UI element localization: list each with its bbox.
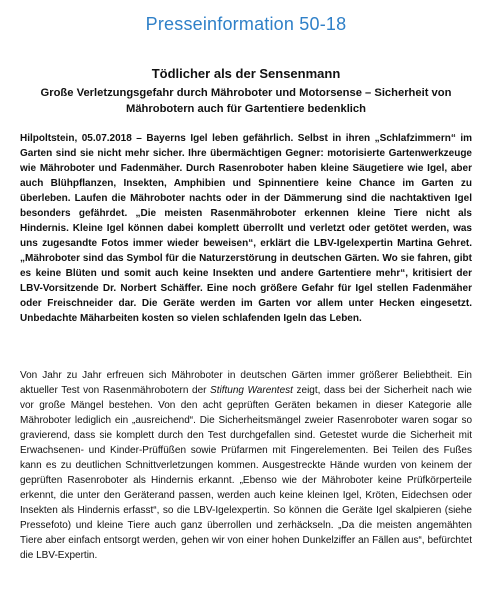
headline-subtitle: Große Verletzungsgefahr durch Mähroboter und Motorsense – Sicherheit von Mährobotern auch für Gartentiere bedenklich xyxy=(40,87,452,115)
source-name: Stiftung Warentest xyxy=(210,385,293,396)
press-release-header: Presseinformation 50-18 xyxy=(145,14,347,34)
headline-title: Tödlicher als der Sensenmann xyxy=(151,66,341,81)
body-text-part2: zeigt, dass bei der Sicherheit nach wie vor große Mängel bestehen. Von den acht geprüften Geräten bekamen in dieser Kategorie alle Mähroboter lediglich ein „ausreichend“. Die Sicherheitsmängel zweier Rasenroboter waren sogar so gravierend, dass sie komplett durch den Test durchgefallen sind. Getestet wurde die Sicherheit mit Erwachsenen- und Kinder-Prüffüßen sowie Prüfarmen mit Fingerelementen. Bei Teilen des Fußes kann es zu deutlichen Schnittverletzungen kommen. Ausgestreckte Hände wurden von keinem der geprüften Rasenroboter als Hindernis erkannt. „Ebenso wie der Mähroboter keine Prüfkörperteile erkennt, die unter den Geräterand passen, werden auch keine kleinen Igel, Kröten, Eidechsen oder Insekten als Hindernis erfasst“, so die LBV-Igelexpertin. So können die Geräte Igel skalpieren (siehe Pressefoto) und kleine Tiere auch ganz überrollen und zerhäckseln. „Da die meisten angemähten Tiere aber einfach entsorgt werden, gehen wir von einer hohen Dunkelziffer an Fällen aus“, befürchtet die LBV-Expertin. xyxy=(20,385,472,561)
body-text-part1: Von Jahr zu Jahr erfreuen sich Mähroboter in deutschen Gärten immer größerer Beliebtheit. Ein aktueller Test von Rasenmährobotern der xyxy=(20,370,472,396)
body-paragraph xyxy=(20,368,472,563)
lead-paragraph: Hilpoltstein, 05.07.2018 – Bayerns Igel leben gefährlich. Selbst in ihren „Schlafzimmern“ im Garten sind sie nicht mehr sicher. Ihre übermächtigen Gegner: motorisierte Gartenwerkzeuge wie Mähroboter und Fadenmäher. Durch Rasenroboter haben kleine Säugetiere wie Igel, aber auch Blühpflanzen, Insekten, Amphibien und Spinnentiere keine Chance im Garten zu überleben. Laufen die Mähroboter nachts oder in der Dämmerung sind die nachtaktiven Igel besonders gefährdet. „Die meisten Rasenmähroboter erkennen kleine Tiere nicht als Hindernis. Kleine Igel können dabei komplett überrollt und verletzt oder getötet werden, was uns zugesandte Fotos immer wieder beweisen“, erklärt die LBV-Igelexpertin Martina Gehret. „Mähroboter sind das Symbol für die Naturzerstörung in deutschen Gärten. Wo sie fahren, gibt es keine Blüten und somit auch keine Insekten und andere Gartentiere mehr“, kritisiert der LBV-Vorsitzende Dr. Norbert Schäffer. Eine noch größere Gefahr für Igel stellen Fadenmäher oder Freischneider dar. Die Geräte werden im Garten vor allem unter Hecken eingesetzt. Unbedachte Mäharbeiten kosten so vielen schlafenden Igeln das Leben. xyxy=(20,133,472,324)
headline-block xyxy=(20,66,472,117)
